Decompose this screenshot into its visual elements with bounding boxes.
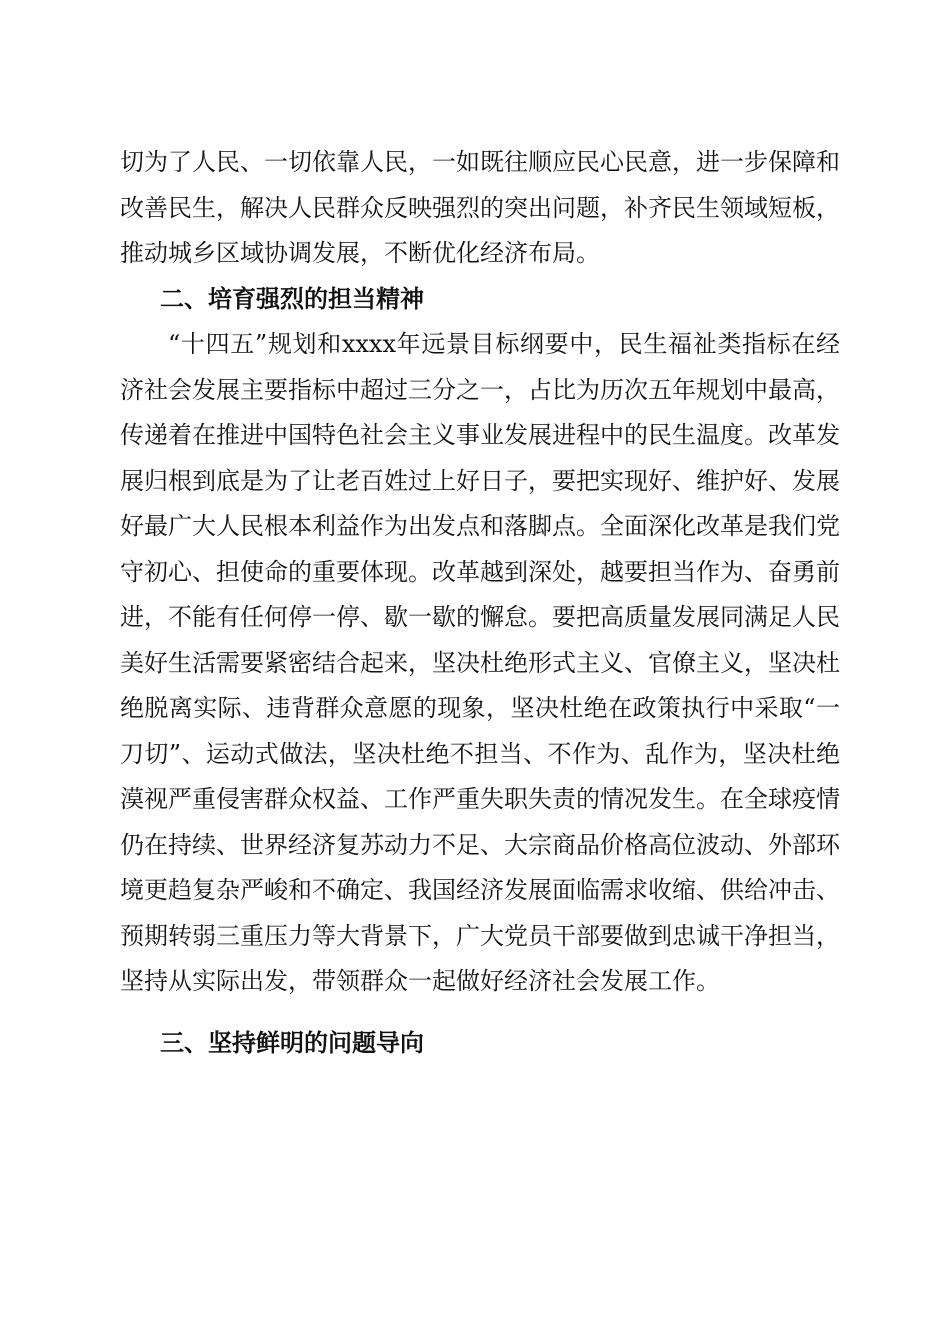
section-heading-3: 三、坚持鲜明的问题导向 xyxy=(160,1028,424,1057)
paragraph-responsibility: “十四五”规划和xxxx年远景目标纲要中，民生福祉类指标在经济社会发展主要指标中超过三分之一，占比为历次五年规划中最高，传递着在推进中国特色社会主义事业发展进程中的民生温度。改革发展归根到底是为了让老百姓过上好日子，要把实现好、维护好、发展好最广大人民根本利益作为出发点和落脚点。全面深化改革是我们党守初心、担使命的重要体现。改革越到深处，越要担当作为、奋勇前进，不能有任何停一停、歇一歇的懈怠。要把高质量发展同满足人民美好生活需要紧密结合起来，坚决杜绝形式主义、官僚主义，坚决杜绝脱离实际、违背群众意愿的现象，坚决杜绝在政策执行中采取“一刀切”、运动式做法，坚决杜绝不担当、不作为、乱作为，坚决杜绝漠视严重侵害群众权益、工作严重失职失责的情况发生。在全球疫情仍在持续、世界经济复苏动力不足、大宗商品价格高位波动、外部环境更趋复杂严峻和不确定、我国经济发展面临需求收缩、供给冲击、预期转弱三重压力等大背景下，广大党员干部要做到忠诚干净担当，坚持从实际出发，带领群众一起做好经济社会发展工作。 xyxy=(120,330,840,995)
paragraph-continuation: 切为了人民、一切依靠人民，一如既往顺应民心民意，进一步保障和改善民生，解决人民群众反映强烈的突出问题，补齐民生领域短板，推动城乡区域协调发展，不断优化经济布局。 xyxy=(120,148,840,267)
section-heading-2: 二、培育强烈的担当精神 xyxy=(160,284,424,313)
document-body xyxy=(120,140,840,1066)
